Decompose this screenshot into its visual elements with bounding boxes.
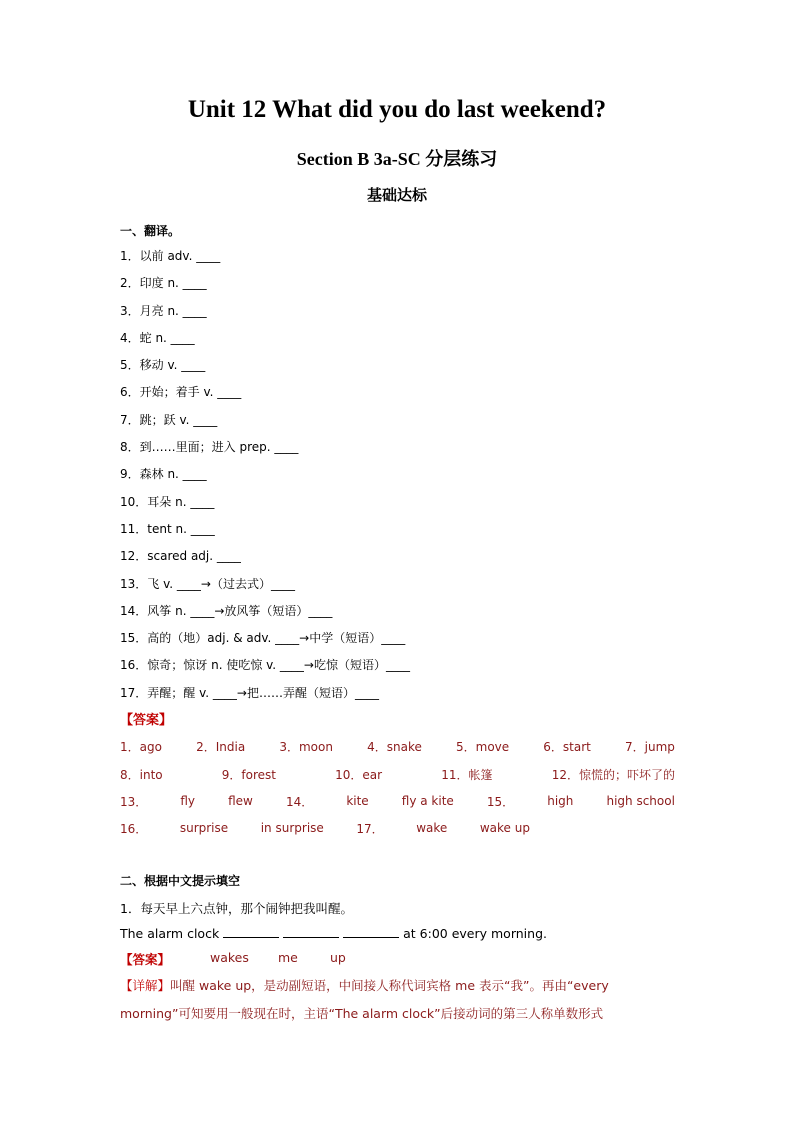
detail-text: 叫醒 wake up，是动副短语，中间接人称代词宾格 me 表示“我”。再由“every morning”可知要用一般现在时，主语“The alarm clock”后接动词的第三人称单数形式 bbox=[120, 978, 609, 1021]
answer-cell: 2．India bbox=[196, 739, 246, 754]
section2-heading: 二、根据中文提示填空 bbox=[120, 874, 241, 888]
answer-cell: 13． bbox=[120, 794, 148, 809]
translation-question: 11．tent n. ____ bbox=[120, 521, 215, 536]
section2-answer-label: 【答案】 bbox=[120, 952, 171, 967]
answer-cell: surprise bbox=[179, 821, 229, 835]
answer-word-3: up bbox=[330, 950, 346, 965]
translation-question: 9．森林 n. ____ bbox=[120, 467, 207, 482]
q1-sentence-end: at 6:00 every morning. bbox=[403, 926, 547, 941]
q1-sentence-start: The alarm clock bbox=[120, 926, 220, 941]
translation-question: 15．高的（地）adj. & adv. ____→中学（短语）____ bbox=[120, 631, 406, 646]
answer-cell: 9．forest bbox=[221, 767, 276, 782]
translation-question: 10．耳朵 n. ____ bbox=[120, 494, 215, 509]
answer-cell: in surprise bbox=[260, 821, 324, 835]
answer-cell: 6．start bbox=[543, 739, 591, 754]
answer-cell: 17． bbox=[356, 821, 384, 836]
translation-question: 2．印度 n. ____ bbox=[120, 276, 207, 291]
answer-blank-1[interactable] bbox=[223, 925, 279, 938]
page-title: Unit 12 What did you do last weekend? bbox=[187, 96, 607, 123]
answer-cell: 1．ago bbox=[120, 739, 162, 754]
translation-question: 4．蛇 n. ____ bbox=[120, 330, 195, 345]
section1-heading: 一、翻译。 bbox=[120, 224, 181, 238]
question-1-chinese: 1．每天早上六点钟，那个闹钟把我叫醒。 bbox=[120, 901, 353, 916]
answer-cell: fly a kite bbox=[401, 794, 454, 808]
answer-cell: high school bbox=[606, 794, 675, 808]
translation-question: 6．开始；着手 v. ____ bbox=[120, 385, 242, 400]
answer-row-2 bbox=[120, 764, 675, 784]
translation-question: 13．飞 v. ____→（过去式）____ bbox=[120, 576, 295, 591]
answer-cell: wake up bbox=[479, 821, 530, 835]
page-subtitle: Section B 3a-SC 分层练习 bbox=[296, 149, 498, 169]
answer-cell: 7．jump bbox=[625, 739, 675, 754]
answer-cell: fly bbox=[180, 794, 196, 808]
answer-cell: kite bbox=[346, 794, 369, 808]
detail-label: 【详解】 bbox=[120, 978, 171, 993]
answer-cell: 8．into bbox=[120, 767, 163, 782]
answer-cell: 3．moon bbox=[279, 739, 333, 754]
translation-question: 5．移动 v. ____ bbox=[120, 358, 206, 373]
answer-cell: 15． bbox=[486, 794, 515, 809]
answer-cell: 10．ear bbox=[335, 767, 383, 782]
answer-row-4 bbox=[120, 818, 530, 838]
translation-question: 12．scared adj. ____ bbox=[120, 549, 241, 564]
answer-row-3 bbox=[120, 791, 675, 811]
translation-question: 14．风筝 n. ____→放风筝（短语）____ bbox=[120, 603, 333, 618]
translation-question: 16．惊奇；惊讶 n. 使吃惊 v. ____→吃惊（短语）____ bbox=[120, 658, 410, 673]
answer-blank-2[interactable] bbox=[283, 925, 339, 938]
answer-cell: wake bbox=[416, 821, 448, 835]
translation-question-list bbox=[120, 246, 410, 710]
section1-answer-label: 【答案】 bbox=[120, 713, 173, 728]
section2-detail bbox=[120, 972, 680, 1028]
translation-question: 17．弄醒；醒 v. ____→把……弄醒（短语）____ bbox=[120, 685, 379, 700]
question-1-english bbox=[120, 925, 547, 941]
answer-cell: 14． bbox=[285, 794, 314, 809]
answer-word-1: wakes bbox=[210, 950, 249, 965]
answer-word-2: me bbox=[278, 950, 298, 965]
answer-cell: high bbox=[547, 794, 574, 808]
answer-cell: flew bbox=[228, 794, 253, 808]
translation-question: 7．跳；跃 v. ____ bbox=[120, 412, 218, 427]
answer-cell: 11．帐篷 bbox=[441, 767, 493, 782]
answer-cell: 16． bbox=[120, 821, 148, 836]
answer-row-1 bbox=[120, 736, 675, 756]
answer-blank-3[interactable] bbox=[343, 925, 399, 938]
translation-question: 8．到……里面；进入 prep. ____ bbox=[120, 440, 299, 455]
answer-cell: 5．move bbox=[456, 739, 510, 754]
answer-cell: 12．惊慌的；吓坏了的 bbox=[551, 767, 675, 782]
answer-cell: 4．snake bbox=[367, 739, 422, 754]
section2-answer-line bbox=[120, 950, 346, 968]
translation-question: 1．以前 adv. ____ bbox=[120, 249, 221, 263]
translation-question: 3．月亮 n. ____ bbox=[120, 303, 207, 318]
level-heading: 基础达标 bbox=[366, 186, 427, 204]
